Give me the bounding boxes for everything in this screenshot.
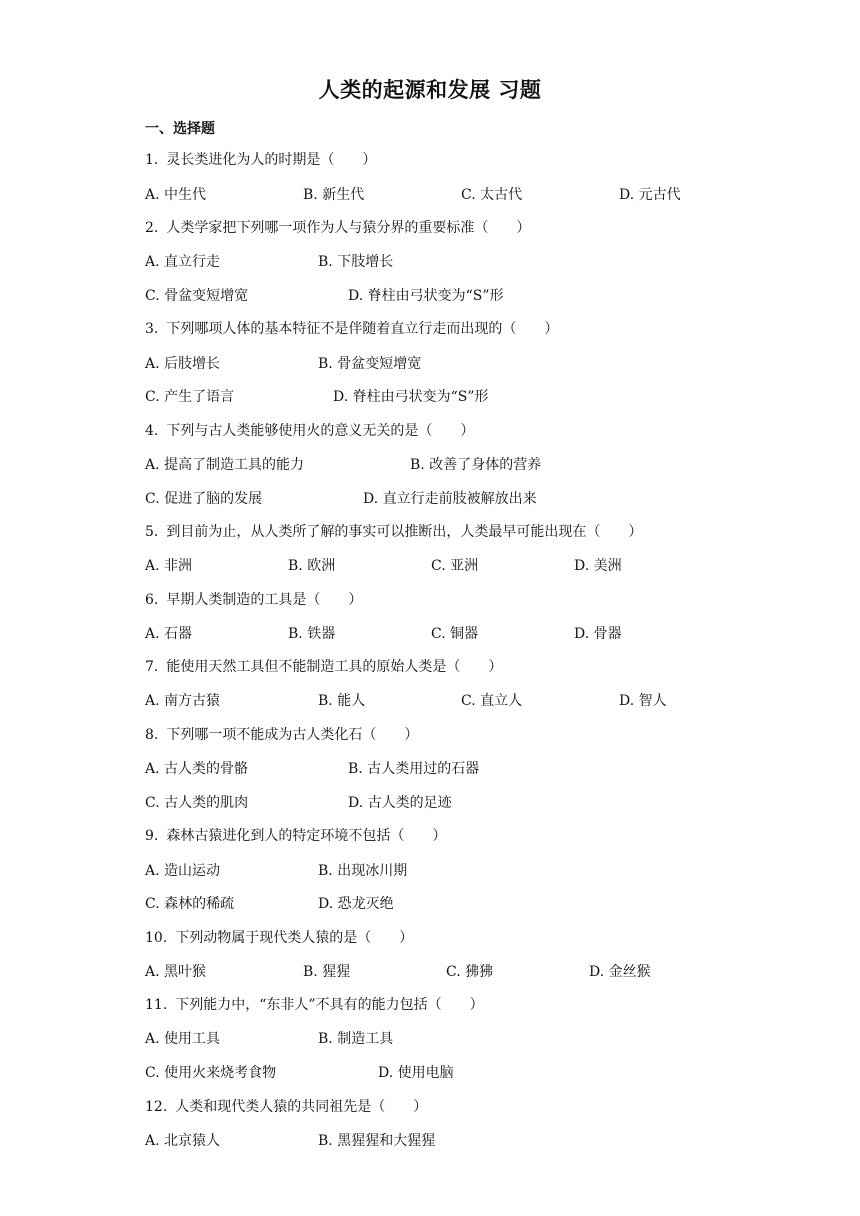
question-number: 5. bbox=[145, 524, 159, 540]
option-d: D. 美洲 bbox=[574, 558, 622, 574]
option-c: C. 铜器 bbox=[431, 626, 479, 642]
option-d: D. 脊柱由弓状变为“S”形 bbox=[333, 389, 489, 405]
option-c: C. 森林的稀疏 bbox=[145, 896, 235, 912]
question-text: 灵长类进化为人的时期是（ ） bbox=[166, 152, 377, 168]
option-c: C. 太古代 bbox=[461, 187, 523, 203]
question-text: 早期人类制造的工具是（ ） bbox=[166, 592, 363, 608]
option-b: B. 下肢增长 bbox=[318, 254, 394, 270]
option-b: B. 能人 bbox=[318, 693, 366, 709]
option-a: A. 南方古猿 bbox=[145, 693, 221, 709]
option-b: B. 铁器 bbox=[288, 626, 336, 642]
question-number: 11. bbox=[145, 997, 168, 1013]
question-9 bbox=[145, 827, 446, 845]
question-number: 6. bbox=[145, 592, 159, 608]
option-a: A. 黑叶猴 bbox=[145, 964, 207, 980]
question-number: 8. bbox=[145, 727, 159, 743]
section-heading: 一、选择题 bbox=[145, 121, 215, 137]
question-text: 能使用天然工具但不能制造工具的原始人类是（ ） bbox=[166, 659, 503, 675]
option-d: D. 古人类的足迹 bbox=[348, 795, 452, 811]
option-b: B. 改善了身体的营养 bbox=[410, 457, 542, 473]
question-number: 9. bbox=[145, 828, 159, 844]
question-6 bbox=[145, 591, 362, 609]
option-a: A. 北京猿人 bbox=[145, 1133, 221, 1149]
option-d: D. 智人 bbox=[619, 693, 667, 709]
question-text: 人类和现代类人猿的共同祖先是（ ） bbox=[175, 1099, 428, 1115]
option-b: B. 古人类用过的石器 bbox=[348, 761, 480, 777]
question-text: 到目前为止，从人类所了解的事实可以推断出，人类最早可能出现在（ ） bbox=[166, 524, 643, 540]
question-12 bbox=[145, 1098, 427, 1116]
question-number: 3. bbox=[145, 321, 159, 337]
question-5 bbox=[145, 523, 642, 541]
option-b: B. 出现冰川期 bbox=[318, 863, 408, 879]
question-number: 7. bbox=[145, 659, 159, 675]
option-a: A. 非洲 bbox=[145, 558, 193, 574]
question-text: 森林古猿进化到人的特定环境不包括（ ） bbox=[166, 828, 447, 844]
option-d: D. 使用电脑 bbox=[378, 1065, 454, 1081]
question-4 bbox=[145, 422, 474, 440]
option-d: D. 金丝猴 bbox=[589, 964, 651, 980]
option-c: C. 骨盆变短增宽 bbox=[145, 288, 249, 304]
option-a: A. 石器 bbox=[145, 626, 193, 642]
question-number: 4. bbox=[145, 423, 159, 439]
question-number: 12. bbox=[145, 1099, 168, 1115]
question-7 bbox=[145, 658, 502, 676]
question-text: 下列与古人类能够使用火的意义无关的是（ ） bbox=[166, 423, 475, 439]
question-text: 下列哪一项不能成为古人类化石（ ） bbox=[166, 727, 419, 743]
option-c: C. 直立人 bbox=[461, 693, 523, 709]
question-number: 2. bbox=[145, 220, 159, 236]
option-d: D. 脊柱由弓状变为“S”形 bbox=[348, 288, 504, 304]
option-a: A. 直立行走 bbox=[145, 254, 221, 270]
option-c: C. 狒狒 bbox=[446, 964, 494, 980]
option-c: C. 产生了语言 bbox=[145, 389, 235, 405]
option-c: C. 古人类的肌肉 bbox=[145, 795, 249, 811]
question-text: 人类学家把下列哪一项作为人与猿分界的重要标准（ ） bbox=[166, 220, 531, 236]
option-d: D. 元古代 bbox=[619, 187, 681, 203]
option-b: B. 制造工具 bbox=[318, 1031, 394, 1047]
question-8 bbox=[145, 726, 418, 744]
question-text: 下列哪项人体的基本特征不是伴随着直立行走而出现的（ ） bbox=[166, 321, 559, 337]
option-a: A. 造山运动 bbox=[145, 863, 221, 879]
option-a: A. 提高了制造工具的能力 bbox=[145, 457, 305, 473]
option-c: C. 促进了脑的发展 bbox=[145, 491, 263, 507]
option-b: B. 黑猩猩和大猩猩 bbox=[318, 1133, 436, 1149]
question-number: 10. bbox=[145, 930, 168, 946]
question-3 bbox=[145, 320, 558, 338]
option-a: A. 中生代 bbox=[145, 187, 207, 203]
question-text: 下列能力中，“东非人”不具有的能力包括（ ） bbox=[175, 997, 484, 1013]
option-b: B. 猩猩 bbox=[303, 964, 351, 980]
option-b: B. 骨盆变短增宽 bbox=[318, 356, 422, 372]
option-d: D. 直立行走前肢被解放出来 bbox=[363, 491, 537, 507]
option-d: D. 恐龙灭绝 bbox=[318, 896, 394, 912]
option-d: D. 骨器 bbox=[574, 626, 622, 642]
option-b: B. 新生代 bbox=[303, 187, 365, 203]
option-c: C. 使用火来烧考食物 bbox=[145, 1065, 277, 1081]
option-b: B. 欧洲 bbox=[288, 558, 336, 574]
page-title: 人类的起源和发展 习题 bbox=[318, 77, 542, 102]
question-11 bbox=[145, 996, 484, 1014]
option-a: A. 古人类的骨骼 bbox=[145, 761, 249, 777]
question-2 bbox=[145, 219, 530, 237]
option-a: A. 使用工具 bbox=[145, 1031, 221, 1047]
question-number: 1. bbox=[145, 152, 159, 168]
option-a: A. 后肢增长 bbox=[145, 356, 221, 372]
question-1 bbox=[145, 151, 376, 169]
question-10 bbox=[145, 929, 413, 947]
option-c: C. 亚洲 bbox=[431, 558, 479, 574]
question-text: 下列动物属于现代类人猿的是（ ） bbox=[175, 930, 414, 946]
